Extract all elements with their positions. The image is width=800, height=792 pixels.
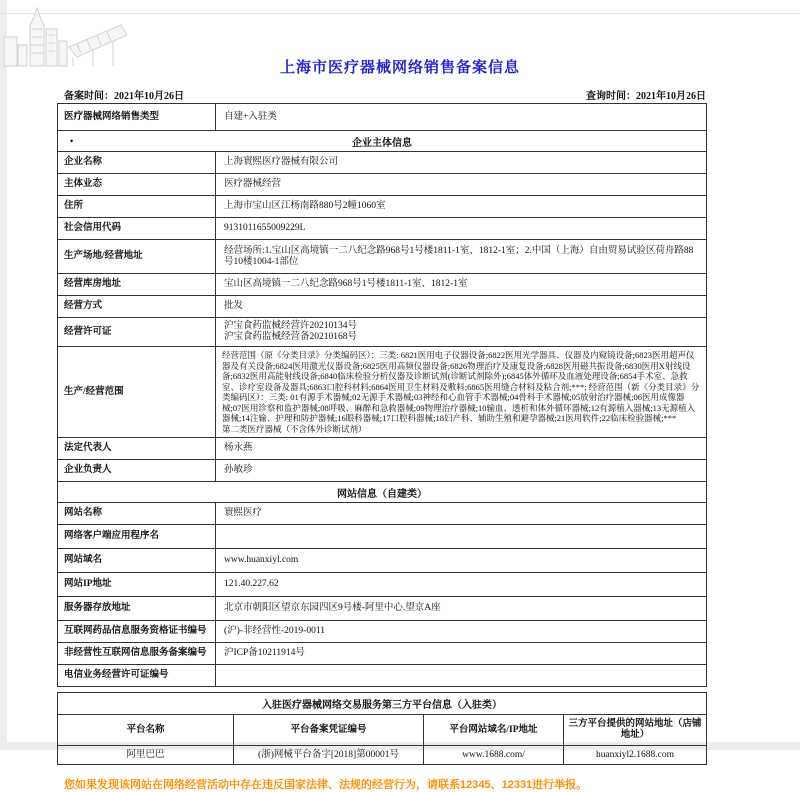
timestamps-bar <box>64 87 706 102</box>
bullet-icon: • <box>70 136 74 146</box>
column-header-domain-ip: 平台网站域名/IP地址 <box>424 715 564 745</box>
table-row-business-scope <box>58 346 706 437</box>
table-row-business-mode <box>58 295 706 317</box>
table-row-premises-address <box>58 239 706 273</box>
page-title: 上海市医疗器械网络销售备案信息 <box>279 59 520 76</box>
field-label: 互联网药品信息服务资格证书编号 <box>58 621 216 642</box>
table-row-warehouse-address <box>58 273 706 295</box>
column-header-store-url: 三方平台提供的网站地址（店铺地址） <box>568 719 702 740</box>
field-value: 医疗器械经营 <box>224 179 282 189</box>
field-label: 经营方式 <box>58 296 216 317</box>
field-label: 电信业务经营许可证编号 <box>58 665 216 686</box>
field-value: 孙敏珍 <box>224 465 253 475</box>
field-label: 经营许可证 <box>58 318 216 346</box>
table-row-company-name <box>58 151 706 173</box>
field-value: 上海市宝山区江杨南路880号2幢1060室 <box>224 201 386 211</box>
platform-table-header <box>58 714 706 745</box>
field-value: 121.40.227.62 <box>224 579 279 589</box>
content-area <box>57 103 707 792</box>
table-row-website-name <box>58 502 706 524</box>
table-row-business-type <box>58 173 706 195</box>
platform-table-row <box>58 745 706 764</box>
field-value: (沪)-非经营性-2019-0011 <box>224 626 325 636</box>
field-label: 社会信用代码 <box>58 218 216 239</box>
field-label: 经营库房地址 <box>58 274 216 295</box>
table-row-drug-info-cert <box>58 620 706 642</box>
field-label: 网络客户端应用程序名 <box>58 525 216 548</box>
field-value: 批发 <box>224 301 244 311</box>
table-row-telecom-license <box>58 664 706 686</box>
table-row-website-ip <box>58 572 706 596</box>
report-violation-warning: 您如果发现该网站在网络经营活动中存在违反国家法律、法规的经营行为，请联系12345、12331进行举报。 <box>64 779 588 791</box>
field-value: 北京市朝阳区望京东园四区9号楼-阿里中心.望京A座 <box>224 603 441 613</box>
field-value: 沪ICP备10211914号 <box>224 648 305 658</box>
field-label: 非经营性互联网信息服务备案编号 <box>58 643 216 664</box>
field-value: 9131011655009229L <box>224 223 306 233</box>
field-value: 上海寰熙医疗器械有限公司 <box>224 157 339 167</box>
field-label: 网站IP地址 <box>58 573 216 596</box>
platform-store-url-cell: huanxiyl2.1688.com <box>595 749 675 760</box>
field-label: 企业名称 <box>58 152 216 173</box>
field-value <box>216 318 706 346</box>
field-label: 住所 <box>58 196 216 217</box>
section-title: 网站信息（自建类） <box>337 488 427 500</box>
license-line-2: 沪宝食药监械经营备20210168号 <box>224 332 358 342</box>
field-label: 企业负责人 <box>58 460 216 481</box>
field-label: 网站域名 <box>58 549 216 572</box>
column-header-platform-name: 平台名称 <box>58 715 234 745</box>
table-row-company-manager <box>58 459 706 481</box>
field-label: 医疗器械网络销售类型 <box>58 104 216 130</box>
field-label: 法定代表人 <box>58 438 216 459</box>
table-row-icp-number <box>58 642 706 664</box>
platform-cert-cell: (浙)网械平台备字[2018]第00001号 <box>234 746 424 764</box>
field-label: 生产场地/经营地址 <box>58 240 216 273</box>
field-value: 宝山区高境镇一二八纪念路968号1号楼1811-1室、1812-1室 <box>224 279 468 289</box>
field-value: 经营场所:1.宝山区高境镇一二八纪念路968号1号楼1811-1室、1812-1室；2.中国（上海）自由贸易试验区荷舟路88号10楼1004-1部位 <box>224 245 694 267</box>
window-left-edge <box>0 0 7 750</box>
field-label: 主体业态 <box>58 174 216 195</box>
table-row-server-location <box>58 596 706 620</box>
table-row-legal-representative <box>58 437 706 459</box>
section-header-website-info <box>58 481 706 502</box>
record-time: 备案时间：2021年10月26日 <box>64 91 184 102</box>
scope-paragraph-1: 经营范围（原《分类目录》分类编码区）：三类: 6821医用电子仪器设备;6822医用光学器具、仪器及内窥镜设备;6823医用超声仪器及有关设备;6824医用激光仪器设备;6825医用高频仪器设备;6826物理治疗及康复设备;6828医用磁共振设备;6830医用X射线设备;6832医用高能射线设备;6840临床检验分析仪器及诊断试剂(诊断试剂除外);6845体外循环及血液处理设备;6854手术室、急救室、诊疗室设备及器具;6863口腔科材料;6864医用卫生材料及敷料;6865医用缝合材料及粘合剂;***; 经营范围（新《分类目录》分类编码区）：三类: 01有源手术器械;02无源手术器械;03神经和心血管手术器械;04骨科手术器械;05放射治疗器械;06医用成像器械;07医用诊察和监护器械;08呼吸、麻醉和急救器械;09物理治疗器械;10输血、透析和体外循环器械;12有源植入器械;13无源植入器械;14注输、护理和防护器械;16眼科器械;17口腔科器械;18妇产科、辅助生殖和避孕器械;21医用软件;22临床检验器械;*** <box>222 350 700 423</box>
field-value: www.huanxiyl.com <box>224 555 299 565</box>
field-value: 杨永燕 <box>224 443 253 453</box>
field-value <box>216 525 706 548</box>
field-value: 自建+入驻类 <box>224 111 277 122</box>
section-header-platform-info <box>58 693 706 714</box>
section-title: 企业主体信息 <box>352 137 412 149</box>
registration-info-table <box>57 103 707 687</box>
table-row-website-domain <box>58 548 706 572</box>
section-header-entity-info <box>58 130 706 151</box>
license-line-1: 沪宝食药监械经营许20210134号 <box>224 321 358 331</box>
table-row-credit-code <box>58 217 706 239</box>
field-value <box>216 665 706 686</box>
query-time: 查询时间：2021年10月26日 <box>586 91 706 102</box>
third-party-platform-table <box>57 692 707 765</box>
table-row-license <box>58 317 706 346</box>
platform-domain-cell: www.1688.com/ <box>424 746 564 764</box>
section-title: 入驻医疗器械网络交易服务第三方平台信息（入驻类） <box>262 700 502 711</box>
field-label: 网站名称 <box>58 503 216 524</box>
field-value <box>216 347 706 437</box>
field-label: 生产/经营范围 <box>58 347 216 437</box>
field-label: 服务器存放地址 <box>58 597 216 620</box>
table-row-client-app-name <box>58 524 706 548</box>
table-row-address <box>58 195 706 217</box>
scope-paragraph-2: 第二类医疗器械（不含体外诊断试剂） <box>222 423 367 434</box>
platform-name-cell: 阿里巴巴 <box>58 746 234 764</box>
column-header-cert-no: 平台备案凭证编号 <box>234 715 424 745</box>
table-row-sales-type <box>58 104 706 130</box>
field-value: 寰熙医疗 <box>224 508 263 518</box>
